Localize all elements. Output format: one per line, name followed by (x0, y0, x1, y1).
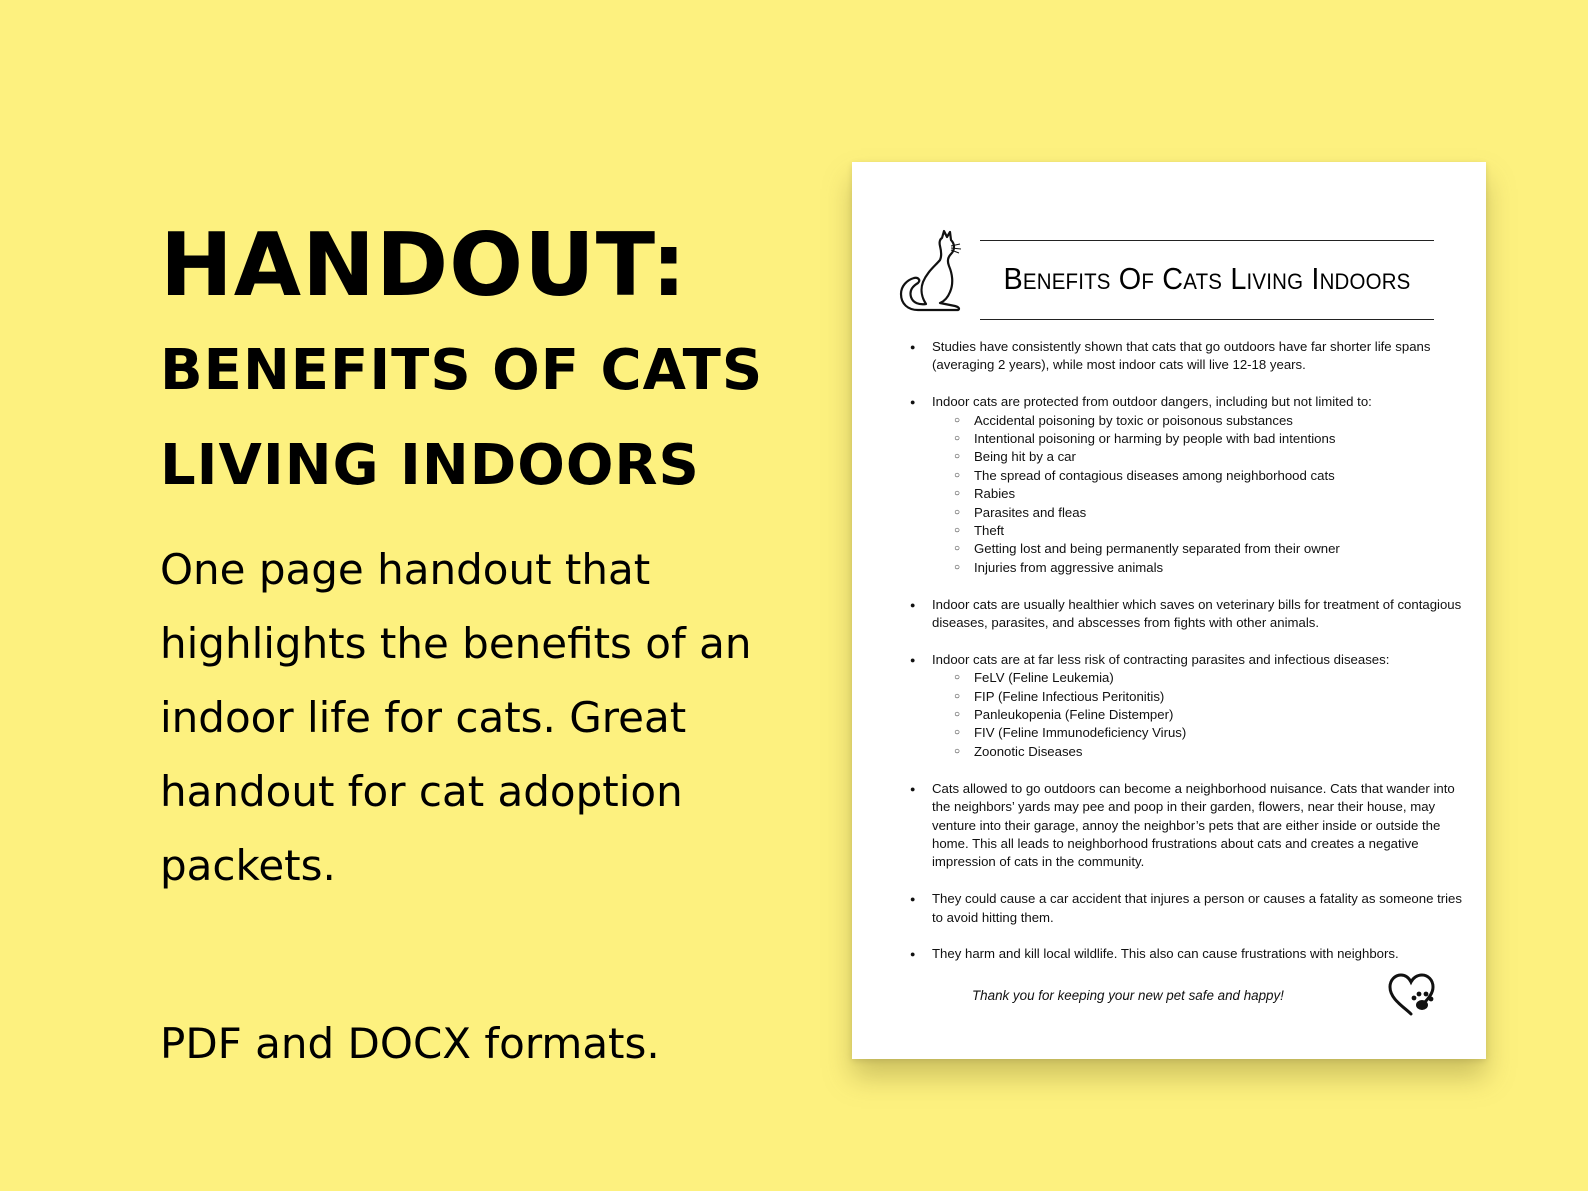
sub-bullet-item: ○ FeLV (Feline Leukemia) (932, 669, 1468, 687)
sub-bullet-item: ○ Accidental poisoning by toxic or poisonous substances (932, 412, 1468, 430)
sub-bullet-item: ○ Getting lost and being permanently separated from their owner (932, 540, 1468, 558)
bullet-item (908, 780, 1468, 872)
promo-description: One page handout that highlights the benefits of an indoor life for cats. Great handout for cat adoption packets. (160, 545, 752, 890)
sub-bullet-item: ○ Parasites and fleas (932, 504, 1468, 522)
sub-bullet-item: ○ Rabies (932, 485, 1468, 503)
sub-bullet-item: ○ Intentional poisoning or harming by people with bad intentions (932, 430, 1468, 448)
handout-body (908, 338, 1468, 982)
bullet-text: Indoor cats are protected from outdoor dangers, including but not limited to: (932, 394, 1372, 410)
sub-bullet-item: ○ Being hit by a car (932, 448, 1468, 466)
promo-subheading: BENEFITS OF CATS LIVING INDOORS (160, 338, 764, 498)
bullet-item (908, 338, 1468, 375)
sub-bullet-item: ○ Zoonotic Diseases (932, 743, 1468, 761)
handout-title: Benefits Of Cats Living Indoors (1003, 261, 1411, 296)
bullet-list (908, 338, 1468, 964)
handout-preview (852, 162, 1486, 1059)
bullet-text: Indoor cats are at far less risk of contracting parasites and infectious diseases: (932, 651, 1390, 667)
sub-bullet-item: ○ The spread of contagious diseases among neighborhood cats (932, 467, 1468, 485)
heart-paw-icon (1386, 972, 1438, 1018)
bullet-text: They harm and kill local wildlife. This also can cause frustrations with neighbors. (932, 946, 1399, 962)
sub-bullet-item: ○ Panleukopenia (Feline Distemper) (932, 706, 1468, 724)
bullet-item (908, 945, 1468, 963)
bullet-text: Studies have consistently shown that cats that go outdoors have far shorter life spans (averaging 2 years), while most indoor cats will live 12-18 years. (932, 339, 1431, 373)
bullet-text: They could cause a car accident that injures a person or causes a fatality as someone tries to avoid hitting them. (932, 891, 1462, 925)
bullet-text: Cats allowed to go outdoors can become a neighborhood nuisance. Cats that wander into the neighbors’ yards may pee and poop in their garden, flowers, near their house, may venture into their garage, annoy the neighbor’s pets that are either inside or outside the home. This all leads to neighborhood frustrations about cats and creates a negative impression of cats in the community. (932, 780, 1455, 870)
sub-bullet-list (932, 412, 1468, 578)
handout-header (898, 228, 1434, 320)
bullet-item (908, 651, 1468, 761)
promo-panel (160, 214, 800, 1068)
promo-heading: HANDOUT: (160, 214, 688, 316)
sub-bullet-item: ○ Injuries from aggressive animals (932, 559, 1468, 577)
sub-bullet-item: ○ FIP (Feline Infectious Peritonitis) (932, 688, 1468, 706)
promo-formats: PDF and DOCX formats. (160, 1019, 660, 1068)
bullet-text: Indoor cats are usually healthier which saves on veterinary bills for treatment of contagious diseases, parasites, and abscesses from fights with other animals. (932, 596, 1462, 631)
handout-title-frame (980, 240, 1434, 320)
thanks-note: Thank you for keeping your new pet safe and happy! (972, 988, 1284, 1003)
bullet-item (908, 596, 1468, 633)
sub-bullet-item: ○ FIV (Feline Immunodeficiency Virus) (932, 724, 1468, 742)
sub-bullet-item: ○ Theft (932, 522, 1468, 540)
bullet-item (908, 393, 1468, 577)
cat-silhouette-icon (898, 228, 964, 320)
bullet-item (908, 890, 1468, 927)
sub-bullet-list (932, 669, 1468, 761)
